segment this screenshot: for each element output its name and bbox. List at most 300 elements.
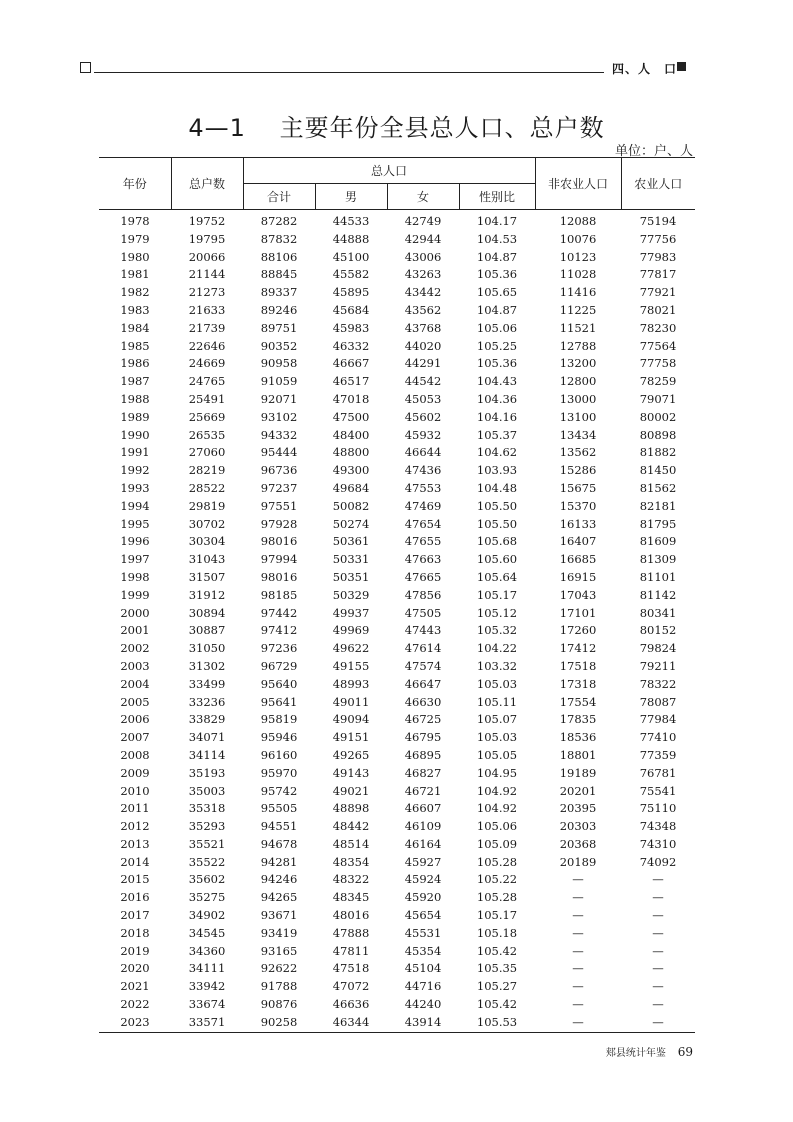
table-cell: 44291 xyxy=(404,356,442,371)
table-cell: 95640 xyxy=(260,676,298,691)
table-cell: 75194 xyxy=(639,214,677,228)
table-cell: 15675 xyxy=(559,480,597,495)
table-cell: 44020 xyxy=(404,338,442,353)
table-row xyxy=(99,444,695,462)
table-cell: 46344 xyxy=(315,1014,387,1032)
table-cell: 46332 xyxy=(332,338,370,353)
table-cell: 47469 xyxy=(404,498,442,513)
table-cell: 46630 xyxy=(404,694,442,709)
table-cell: 95641 xyxy=(260,694,298,709)
table-cell: 2006 xyxy=(120,712,150,727)
table-cell: 48514 xyxy=(332,836,370,851)
table-cell: 31302 xyxy=(188,658,226,673)
table-row xyxy=(99,231,695,249)
table-cell: 97412 xyxy=(260,623,298,638)
table-cell: 35318 xyxy=(188,801,226,816)
table-row xyxy=(99,302,695,320)
table-cell: 92071 xyxy=(260,391,298,406)
table-cell: 45927 xyxy=(404,854,442,869)
table-cell: 78021 xyxy=(639,302,677,317)
table-cell: 2008 xyxy=(120,747,150,762)
table-cell: 92622 xyxy=(260,961,298,976)
table-row xyxy=(99,355,695,373)
table-cell: 11521 xyxy=(559,320,597,335)
table-cell: 43914 xyxy=(387,1014,459,1032)
table-cell: 1993 xyxy=(120,480,150,495)
table-cell: 47888 xyxy=(332,925,370,940)
table-cell: 20368 xyxy=(559,836,597,851)
table-cell: 21144 xyxy=(188,267,226,282)
table-cell: 104.48 xyxy=(476,480,518,495)
table-cell: 50361 xyxy=(332,534,370,549)
table-cell: 26535 xyxy=(188,427,226,442)
table-cell: 94281 xyxy=(260,854,298,869)
table-cell: 44716 xyxy=(404,979,442,994)
population-table xyxy=(99,157,695,1033)
table-cell: 78322 xyxy=(639,676,677,691)
table-row xyxy=(99,462,695,480)
table-cell: 93671 xyxy=(260,908,298,923)
table-row xyxy=(99,569,695,587)
table-cell: 35003 xyxy=(188,783,226,798)
table-cell: 105.06 xyxy=(476,320,518,335)
table-cell: 49265 xyxy=(332,747,370,762)
table-cell: — xyxy=(535,1014,621,1032)
table-cell: 20395 xyxy=(559,801,597,816)
table-cell: 29819 xyxy=(188,498,226,513)
table-cell: 97237 xyxy=(260,480,298,495)
table-cell: 2022 xyxy=(120,997,150,1012)
table-cell: 88106 xyxy=(260,249,298,264)
header-square-outline xyxy=(80,62,91,73)
table-cell: 48322 xyxy=(332,872,370,887)
table-cell: 97442 xyxy=(260,605,298,620)
table-row xyxy=(99,676,695,694)
table-cell: 77756 xyxy=(639,231,677,246)
table-row xyxy=(99,694,695,712)
table-cell: 48016 xyxy=(332,908,370,923)
table-cell: 34114 xyxy=(188,747,226,762)
table-cell: 104.16 xyxy=(476,409,518,424)
table-cell: 104.95 xyxy=(476,765,518,780)
table-row xyxy=(99,783,695,801)
table-cell: — xyxy=(572,925,584,940)
table-cell: 77758 xyxy=(639,356,677,371)
table-cell: 46725 xyxy=(404,712,442,727)
table-cell: 90258 xyxy=(243,1014,315,1032)
table-cell: 47500 xyxy=(332,409,370,424)
table-cell: 46517 xyxy=(332,374,370,389)
book-title: 郏县统计年鉴 xyxy=(605,1048,666,1059)
table-cell: 43562 xyxy=(404,302,442,317)
table-cell: 90958 xyxy=(260,356,298,371)
table-cell: 81101 xyxy=(639,569,677,584)
table-cell: 48800 xyxy=(332,445,370,460)
header-households: 总户数 xyxy=(171,158,243,210)
table-cell: 2013 xyxy=(120,836,150,851)
table-cell: 46827 xyxy=(404,765,442,780)
table-cell: 105.17 xyxy=(476,587,518,602)
table-cell: 1987 xyxy=(120,374,150,389)
table-cell: 1988 xyxy=(120,391,150,406)
table-cell: 105.37 xyxy=(476,427,518,442)
table-cell: 21739 xyxy=(188,320,226,335)
table-cell: 1983 xyxy=(120,302,150,317)
table-cell: 2009 xyxy=(120,765,150,780)
table-cell: 74348 xyxy=(639,819,677,834)
table-cell: 44240 xyxy=(404,997,442,1012)
table-cell: 1989 xyxy=(120,409,150,424)
table-cell: 2023 xyxy=(99,1014,171,1032)
table-cell: 78087 xyxy=(639,694,677,709)
table-row xyxy=(99,960,695,978)
table-cell: — xyxy=(652,979,664,994)
table-cell: 95970 xyxy=(260,765,298,780)
header-total: 合计 xyxy=(243,184,315,210)
table-cell: 46721 xyxy=(404,783,442,798)
table-cell: 105.36 xyxy=(476,356,518,371)
table-cell: 77410 xyxy=(639,730,677,745)
table-cell: 33942 xyxy=(188,979,226,994)
table-cell: 2019 xyxy=(120,943,150,958)
table-cell: 94678 xyxy=(260,836,298,851)
table-body xyxy=(99,210,695,1033)
table-cell: 47655 xyxy=(404,534,442,549)
table-cell: 96736 xyxy=(260,463,298,478)
table-cell: 104.87 xyxy=(476,302,518,317)
table-cell: 90352 xyxy=(260,338,298,353)
table-cell: 105.42 xyxy=(476,997,518,1012)
table-cell: 1978 xyxy=(120,214,150,228)
table-cell: 81882 xyxy=(639,445,677,460)
table-cell: 95505 xyxy=(260,801,298,816)
table-cell: 1982 xyxy=(120,285,150,300)
table-row xyxy=(99,800,695,818)
table-cell: 104.43 xyxy=(476,374,518,389)
table-cell: 47811 xyxy=(332,943,370,958)
table-cell: 91059 xyxy=(260,374,298,389)
table-cell: 105.03 xyxy=(476,676,518,691)
table-cell: 94332 xyxy=(260,427,298,442)
table-cell: 49143 xyxy=(332,765,370,780)
table-title: 4—1 主要年份全县总人口、总户数 xyxy=(188,114,605,142)
table-cell: 50331 xyxy=(332,552,370,567)
table-cell: 81142 xyxy=(639,587,677,602)
table-cell: 95946 xyxy=(260,730,298,745)
table-cell: 43263 xyxy=(404,267,442,282)
table-row xyxy=(99,533,695,551)
table-cell: 104.36 xyxy=(476,391,518,406)
table-cell: 1995 xyxy=(120,516,150,531)
table-cell: 1991 xyxy=(120,445,150,460)
table-cell: 2014 xyxy=(120,854,150,869)
table-cell: 2002 xyxy=(120,641,150,656)
table-cell: 35522 xyxy=(188,854,226,869)
table-cell: 2003 xyxy=(120,658,150,673)
table-cell: 81795 xyxy=(639,516,677,531)
table-cell: 25669 xyxy=(188,409,226,424)
table-cell: 105.09 xyxy=(476,836,518,851)
table-cell: 48400 xyxy=(332,427,370,442)
table-row xyxy=(99,284,695,302)
header-square-filled xyxy=(677,62,686,71)
table-cell: — xyxy=(652,925,664,940)
table-cell: 48993 xyxy=(332,676,370,691)
table-cell: 105.12 xyxy=(476,605,518,620)
table-cell: 46644 xyxy=(404,445,442,460)
table-cell: 45354 xyxy=(404,943,442,958)
table-cell: 17101 xyxy=(559,605,597,620)
table-cell: 34071 xyxy=(188,730,226,745)
table-cell: 25491 xyxy=(188,391,226,406)
table-cell: 75110 xyxy=(639,801,677,816)
table-cell: 17518 xyxy=(559,658,597,673)
table-cell: 28522 xyxy=(188,480,226,495)
table-cell: 13562 xyxy=(559,445,597,460)
table-cell: 46164 xyxy=(404,836,442,851)
table-cell: 98016 xyxy=(260,569,298,584)
table-cell: 13000 xyxy=(559,391,597,406)
table-cell: 50082 xyxy=(332,498,370,513)
table-cell: 77984 xyxy=(639,712,677,727)
table-cell: 48345 xyxy=(332,890,370,905)
table-cell: 35293 xyxy=(188,819,226,834)
table-cell: 20189 xyxy=(559,854,597,869)
table-row xyxy=(99,996,695,1014)
table-cell: 95819 xyxy=(260,712,298,727)
table-cell: 44888 xyxy=(332,231,370,246)
table-cell: 105.28 xyxy=(476,854,518,869)
table-cell: 48354 xyxy=(332,854,370,869)
table-cell: 24669 xyxy=(188,356,226,371)
table-row xyxy=(99,836,695,854)
table-row xyxy=(99,765,695,783)
table-cell: 34902 xyxy=(188,908,226,923)
table-cell: 2010 xyxy=(120,783,150,798)
table-cell: 81450 xyxy=(639,463,677,478)
table-cell: — xyxy=(572,997,584,1012)
table-cell: — xyxy=(652,890,664,905)
table-cell: 89246 xyxy=(260,302,298,317)
table-cell: 105.50 xyxy=(476,516,518,531)
table-cell: 34111 xyxy=(188,961,226,976)
table-cell: 44533 xyxy=(332,214,370,228)
table-cell: 49151 xyxy=(332,730,370,745)
table-cell: 93165 xyxy=(260,943,298,958)
table-cell: 17318 xyxy=(559,676,597,691)
table-cell: 17043 xyxy=(559,587,597,602)
table-cell: 31912 xyxy=(188,587,226,602)
table-cell: 82181 xyxy=(639,498,677,513)
table-cell: 30702 xyxy=(188,516,226,531)
table-cell: 19795 xyxy=(188,231,226,246)
table-cell: 1996 xyxy=(120,534,150,549)
table-cell: 104.92 xyxy=(476,783,518,798)
table-cell: 1985 xyxy=(120,338,150,353)
table-cell: 1998 xyxy=(120,569,150,584)
table-cell: 16407 xyxy=(559,534,597,549)
table-cell: 74092 xyxy=(639,854,677,869)
table-cell: 104.17 xyxy=(476,214,518,228)
table-cell: 35521 xyxy=(188,836,226,851)
table-cell: 2000 xyxy=(120,605,150,620)
table-cell: 17835 xyxy=(559,712,597,727)
table-cell: 18801 xyxy=(559,747,597,762)
table-cell: 1992 xyxy=(120,463,150,478)
table-cell: 47856 xyxy=(404,587,442,602)
table-cell: 87282 xyxy=(260,214,298,228)
table-cell: 42749 xyxy=(404,214,442,228)
table-cell: 2016 xyxy=(120,890,150,905)
table-row xyxy=(99,622,695,640)
table-cell: 1999 xyxy=(120,587,150,602)
table-cell: — xyxy=(652,961,664,976)
table-cell: 78259 xyxy=(639,374,677,389)
table-cell: 105.03 xyxy=(476,730,518,745)
table-cell: 1980 xyxy=(120,249,150,264)
table-cell: 77564 xyxy=(639,338,677,353)
table-cell: 47654 xyxy=(404,516,442,531)
table-cell: 20201 xyxy=(559,783,597,798)
table-cell: 45104 xyxy=(404,961,442,976)
header-total-population: 总人口 xyxy=(243,158,535,184)
table-cell: 95742 xyxy=(260,783,298,798)
table-cell: 79824 xyxy=(639,641,677,656)
table-cell: 19189 xyxy=(559,765,597,780)
table-row xyxy=(99,943,695,961)
table-cell: 105.42 xyxy=(476,943,518,958)
table-cell: — xyxy=(652,908,664,923)
table-cell: 47072 xyxy=(332,979,370,994)
table-cell: 47518 xyxy=(332,961,370,976)
table-cell: 105.60 xyxy=(476,552,518,567)
table-cell: 104.87 xyxy=(476,249,518,264)
page-footer xyxy=(606,1044,693,1059)
table-cell: 2017 xyxy=(120,908,150,923)
table-cell: 1986 xyxy=(120,356,150,371)
table-cell: 2018 xyxy=(120,925,150,940)
table-cell: 105.32 xyxy=(476,623,518,638)
running-header xyxy=(80,60,695,76)
table-cell: 77359 xyxy=(639,747,677,762)
table-cell: 104.53 xyxy=(476,231,518,246)
table-cell: 80898 xyxy=(639,427,677,442)
header-rule xyxy=(94,72,604,73)
table-cell: 105.05 xyxy=(476,747,518,762)
table-row xyxy=(99,907,695,925)
table-cell: 15286 xyxy=(559,463,597,478)
table-cell: 43006 xyxy=(404,249,442,264)
table-row xyxy=(99,480,695,498)
table-cell: 16685 xyxy=(559,552,597,567)
table-cell: 13200 xyxy=(559,356,597,371)
table-cell: 45920 xyxy=(404,890,442,905)
table-row xyxy=(99,409,695,427)
table-cell: 49094 xyxy=(332,712,370,727)
table-cell: 44542 xyxy=(404,374,442,389)
table-cell: 45895 xyxy=(332,285,370,300)
table-cell: 31043 xyxy=(188,552,226,567)
table-cell: 105.27 xyxy=(476,979,518,994)
table-cell: 93419 xyxy=(260,925,298,940)
table-cell: 105.17 xyxy=(476,908,518,923)
table-cell: 33674 xyxy=(188,997,226,1012)
table-cell: 19752 xyxy=(188,214,226,228)
table-cell: 28219 xyxy=(188,463,226,478)
table-cell: 17554 xyxy=(559,694,597,709)
table-cell: 2005 xyxy=(120,694,150,709)
table-cell: 50329 xyxy=(332,587,370,602)
table-cell: 47663 xyxy=(404,552,442,567)
table-cell: 2021 xyxy=(120,979,150,994)
table-row xyxy=(99,498,695,516)
table-row xyxy=(99,640,695,658)
table-cell: 20066 xyxy=(188,249,226,264)
table-cell: 103.32 xyxy=(476,658,518,673)
table-cell: 2007 xyxy=(120,730,150,745)
table-cell: 96160 xyxy=(260,747,298,762)
table-cell: 105.68 xyxy=(476,534,518,549)
table-cell: 50274 xyxy=(332,516,370,531)
table-cell: 88845 xyxy=(260,267,298,282)
table-cell: 30304 xyxy=(188,534,226,549)
table-cell: 47614 xyxy=(404,641,442,656)
table-cell: 2015 xyxy=(120,872,150,887)
table-cell: 1981 xyxy=(120,267,150,282)
table-row xyxy=(99,516,695,534)
table-cell: 22646 xyxy=(188,338,226,353)
table-cell: — xyxy=(572,872,584,887)
table-cell: 49155 xyxy=(332,658,370,673)
table-cell: 105.64 xyxy=(476,569,518,584)
table-cell: — xyxy=(652,872,664,887)
table-row xyxy=(99,210,695,231)
table-cell: 47018 xyxy=(332,391,370,406)
table-cell: 74310 xyxy=(639,836,677,851)
table-cell: — xyxy=(652,943,664,958)
table-cell: 105.53 xyxy=(459,1014,535,1032)
table-row xyxy=(99,658,695,676)
table-cell: 49622 xyxy=(332,641,370,656)
table-row xyxy=(99,338,695,356)
table-cell: 89751 xyxy=(260,320,298,335)
table-row xyxy=(99,266,695,284)
table-cell: 49969 xyxy=(332,623,370,638)
table-cell: 12788 xyxy=(559,338,597,353)
table-cell: 98185 xyxy=(260,587,298,602)
table-cell: 77921 xyxy=(639,285,677,300)
table-cell: 21633 xyxy=(188,302,226,317)
table-cell: 105.22 xyxy=(476,872,518,887)
table-cell: 105.18 xyxy=(476,925,518,940)
table-cell: 49011 xyxy=(332,694,370,709)
table-cell: — xyxy=(621,1014,695,1032)
table-cell: 46636 xyxy=(332,997,370,1012)
table-cell: 77817 xyxy=(639,267,677,282)
table-cell: 80002 xyxy=(639,409,677,424)
table-cell: 105.36 xyxy=(476,267,518,282)
table-cell: 104.22 xyxy=(476,641,518,656)
table-cell: 2004 xyxy=(120,676,150,691)
table-row xyxy=(99,854,695,872)
table-row xyxy=(99,925,695,943)
table-row xyxy=(99,320,695,338)
table-cell: 105.25 xyxy=(476,338,518,353)
table-cell: 45932 xyxy=(404,427,442,442)
table-cell: 45053 xyxy=(404,391,442,406)
table-cell: 33571 xyxy=(171,1014,243,1032)
table-cell: 105.50 xyxy=(476,498,518,513)
